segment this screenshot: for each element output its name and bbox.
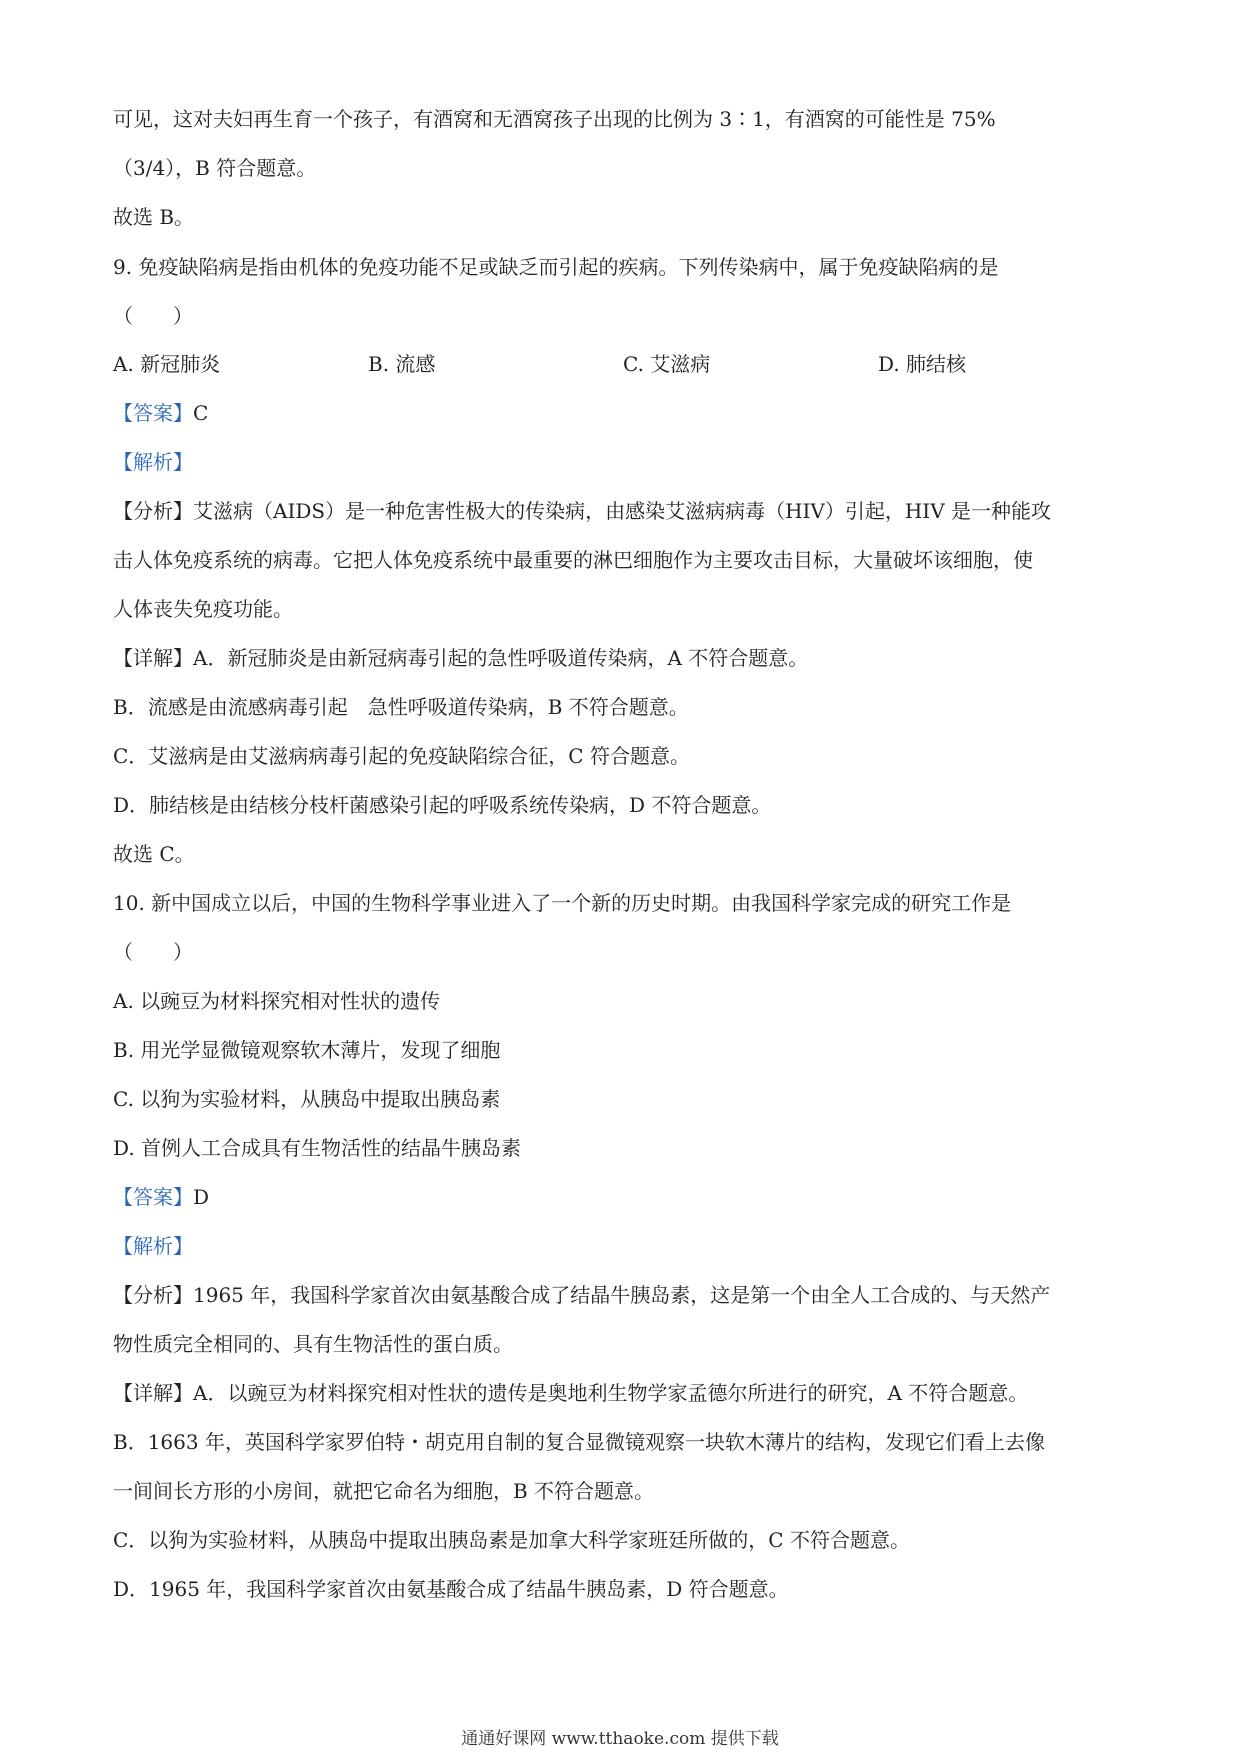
q10-analysis-heading	[113, 1232, 1133, 1260]
fenxi-tag: 【分析】	[113, 1283, 193, 1307]
analysis-tag: 【解析】	[113, 1234, 193, 1258]
intro-line-2: （3/4），B 符合题意。	[113, 156, 317, 180]
q9-option-d: D. 肺结核	[878, 352, 967, 376]
q9-stem: 9. 免疫缺陷病是指由机体的免疫功能不足或缺乏而引起的疾病。下列传染病中，属于免疫缺陷病的是	[113, 255, 999, 279]
q10-detail-a-text: A．以豌豆为材料探究相对性状的遗传是奥地利生物学家孟德尔所进行的研究，A 不符合题意。	[193, 1381, 1029, 1405]
xiangjie-tag: 【详解】	[113, 1381, 193, 1405]
q9-fenxi-line-1	[113, 497, 1133, 525]
q9-answer	[113, 399, 1133, 427]
q10-answer	[113, 1183, 1133, 1211]
q10-fenxi-text-1: 1965 年，我国科学家首次由氨基酸合成了结晶牛胰岛素，这是第一个由全人工合成的、与天然产	[193, 1283, 1051, 1307]
answer-tag: 【答案】	[113, 401, 193, 425]
q9-option-b: B. 流感	[368, 352, 436, 376]
q9-answer-value: C	[193, 401, 209, 425]
q10-option-d: D. 首例人工合成具有生物活性的结晶牛胰岛素	[113, 1136, 522, 1160]
xiangjie-tag: 【详解】	[113, 646, 193, 670]
q10-option-b: B. 用光学显微镜观察软木薄片，发现了细胞	[113, 1038, 501, 1062]
q9-option-a: A. 新冠肺炎	[113, 352, 221, 376]
q9-detail-b: B．流感是由流感病毒引起 急性呼吸道传染病，B 不符合题意。	[113, 695, 689, 719]
fenxi-tag: 【分析】	[113, 499, 193, 523]
q10-detail-b-line-1: B．1663 年，英国科学家罗伯特・胡克用自制的复合显微镜观察一块软木薄片的结构，发现它们看上去像	[113, 1430, 1045, 1454]
intro-line-1: 可见，这对夫妇再生育一个孩子，有酒窝和无酒窝孩子出现的比例为 3∶1，有酒窝的可能性是 75%	[113, 107, 996, 131]
q10-detail-a	[113, 1379, 1133, 1407]
q10-detail-c: C．以狗为实验材料，从胰岛中提取出胰岛素是加拿大科学家班廷所做的，C 不符合题意。	[113, 1528, 910, 1552]
q10-option-a: A. 以豌豆为材料探究相对性状的遗传	[113, 989, 441, 1013]
q9-option-c: C. 艾滋病	[623, 352, 711, 376]
q9-fenxi-line-3: 人体丧失免疫功能。	[113, 597, 293, 621]
q10-fenxi-line-1	[113, 1281, 1133, 1309]
q9-detail-a-text: A．新冠肺炎是由新冠病毒引起的急性呼吸道传染病，A 不符合题意。	[193, 646, 809, 670]
q10-answer-value: D	[193, 1185, 210, 1209]
q10-fenxi-line-2: 物性质完全相同的、具有生物活性的蛋白质。	[113, 1332, 513, 1356]
q10-detail-b-line-2: 一间间长方形的小房间，就把它命名为细胞，B 不符合题意。	[113, 1479, 655, 1503]
q9-detail-a	[113, 644, 1133, 672]
q9-detail-c: C．艾滋病是由艾滋病病毒引起的免疫缺陷综合征，C 符合题意。	[113, 744, 690, 768]
q9-fenxi-line-2: 击人体免疫系统的病毒。它把人体免疫系统中最重要的淋巴细胞作为主要攻击目标，大量破坏该细胞，使	[113, 548, 1033, 572]
page-footer: 通通好课网 www.tthaoke.com 提供下载	[461, 1729, 779, 1749]
analysis-tag: 【解析】	[113, 450, 193, 474]
answer-tag: 【答案】	[113, 1185, 193, 1209]
q10-paren: （ ）	[113, 940, 193, 964]
q9-conclusion: 故选 C。	[113, 842, 195, 866]
q10-option-c: C. 以狗为实验材料，从胰岛中提取出胰岛素	[113, 1087, 501, 1111]
q9-analysis-heading	[113, 448, 1133, 476]
q9-paren: （ ）	[113, 304, 193, 328]
q10-detail-d: D．1965 年，我国科学家首次由氨基酸合成了结晶牛胰岛素，D 符合题意。	[113, 1577, 789, 1601]
q9-detail-d: D．肺结核是由结核分枝杆菌感染引起的呼吸系统传染病，D 不符合题意。	[113, 793, 772, 817]
q10-stem: 10. 新中国成立以后，中国的生物科学事业进入了一个新的历史时期。由我国科学家完成的研究工作是	[113, 891, 1012, 915]
q9-fenxi-text-1: 艾滋病（AIDS）是一种危害性极大的传染病，由感染艾滋病病毒（HIV）引起，HIV 是一种能攻	[193, 499, 1052, 523]
intro-conclusion: 故选 B。	[113, 205, 195, 229]
